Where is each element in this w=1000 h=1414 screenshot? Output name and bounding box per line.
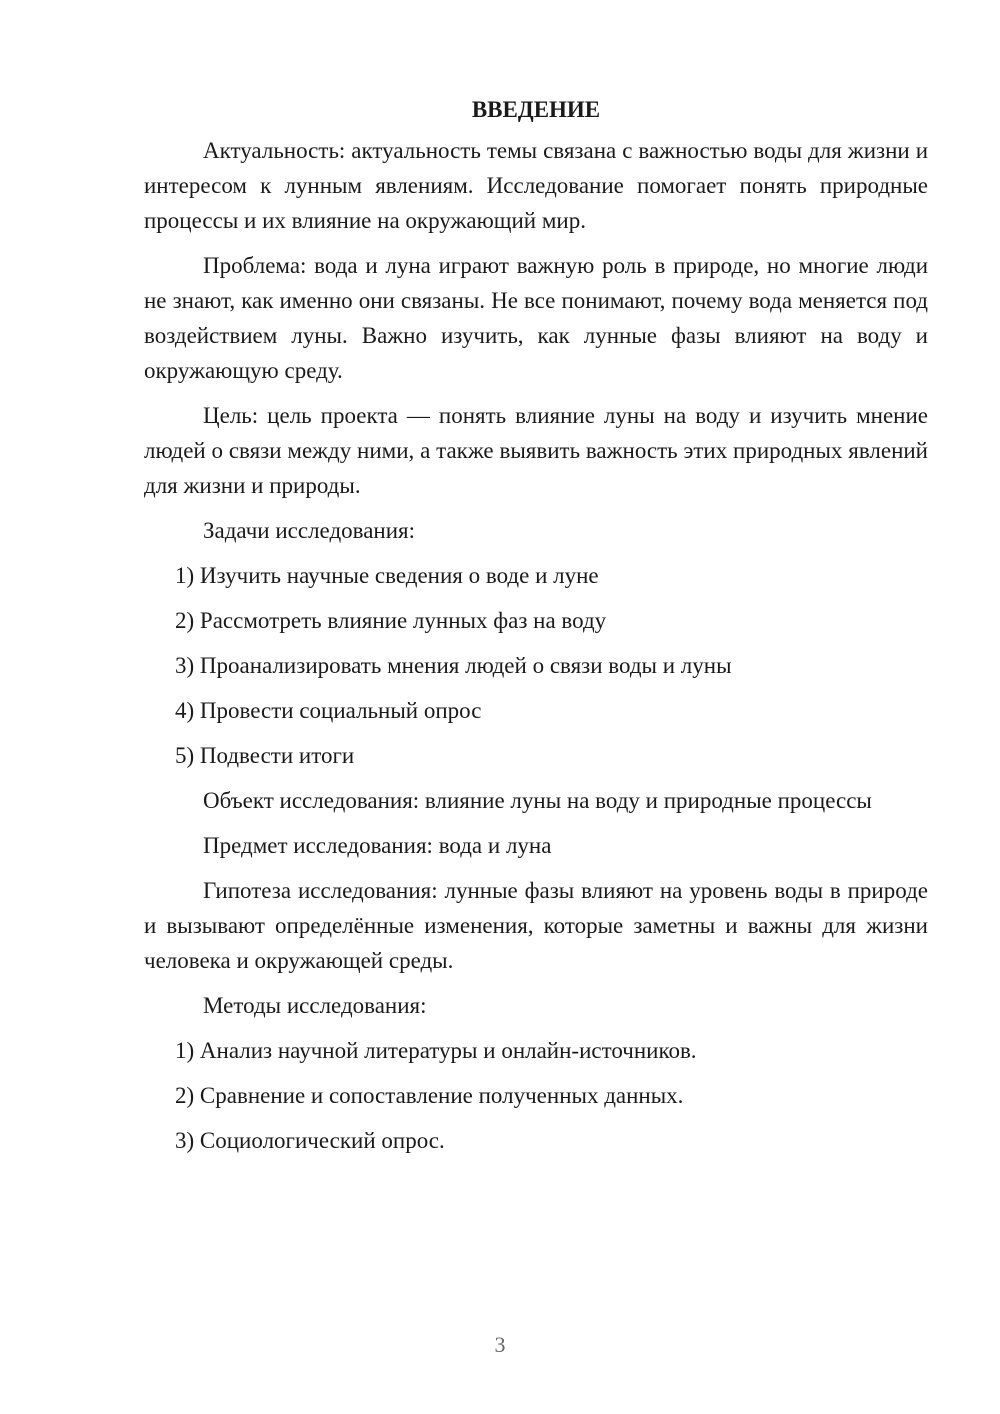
relevance-paragraph: Актуальность: актуальность темы связана с важностью воды для жизни и интересом к лунным явлениям. Исследование помогает понять природные процессы и их влияние на окружающий мир. [144,138,928,233]
task-item-2: 2) Рассмотреть влияние лунных фаз на воду [175,608,607,633]
task-item-3: 3) Проанализировать мнения людей о связи воды и луны [175,653,732,678]
task-item-5: 5) Подвести итоги [175,743,355,768]
method-item-1: 1) Анализ научной литературы и онлайн-источников. [175,1038,697,1063]
task-item-1: 1) Изучить научные сведения о воде и луне [175,563,599,588]
document-page [144,92,928,1168]
method-item-2: 2) Сравнение и сопоставление полученных данных. [175,1083,684,1108]
tasks-heading: Задачи исследования: [203,518,416,543]
research-object: Объект исследования: влияние луны на воду и природные процессы [203,788,872,813]
page-number: 3 [494,1332,506,1357]
task-item-4: 4) Провести социальный опрос [175,698,482,723]
section-title: ВВЕДЕНИЕ [471,97,601,122]
methods-heading: Методы исследования: [203,993,427,1018]
research-subject: Предмет исследования: вода и луна [203,833,552,858]
method-item-3: 3) Социологический опрос. [175,1128,445,1153]
goal-paragraph: Цель: цель проекта — понять влияние луны на воду и изучить мнение людей о связи между ними, а также выявить важность этих природных явлений для жизни и природы. [144,403,928,498]
hypothesis-paragraph: Гипотеза исследования: лунные фазы влияют на уровень воды в природе и вызывают определённые изменения, которые заметны и важны для жизни человека и окружающей среды. [144,878,928,973]
problem-paragraph: Проблема: вода и луна играют важную роль в природе, но многие люди не знают, как именно они связаны. Не все понимают, почему вода меняется под воздействием луны. Важно изучить, как лунные фазы влияют на воду и окружающую среду. [144,253,928,383]
